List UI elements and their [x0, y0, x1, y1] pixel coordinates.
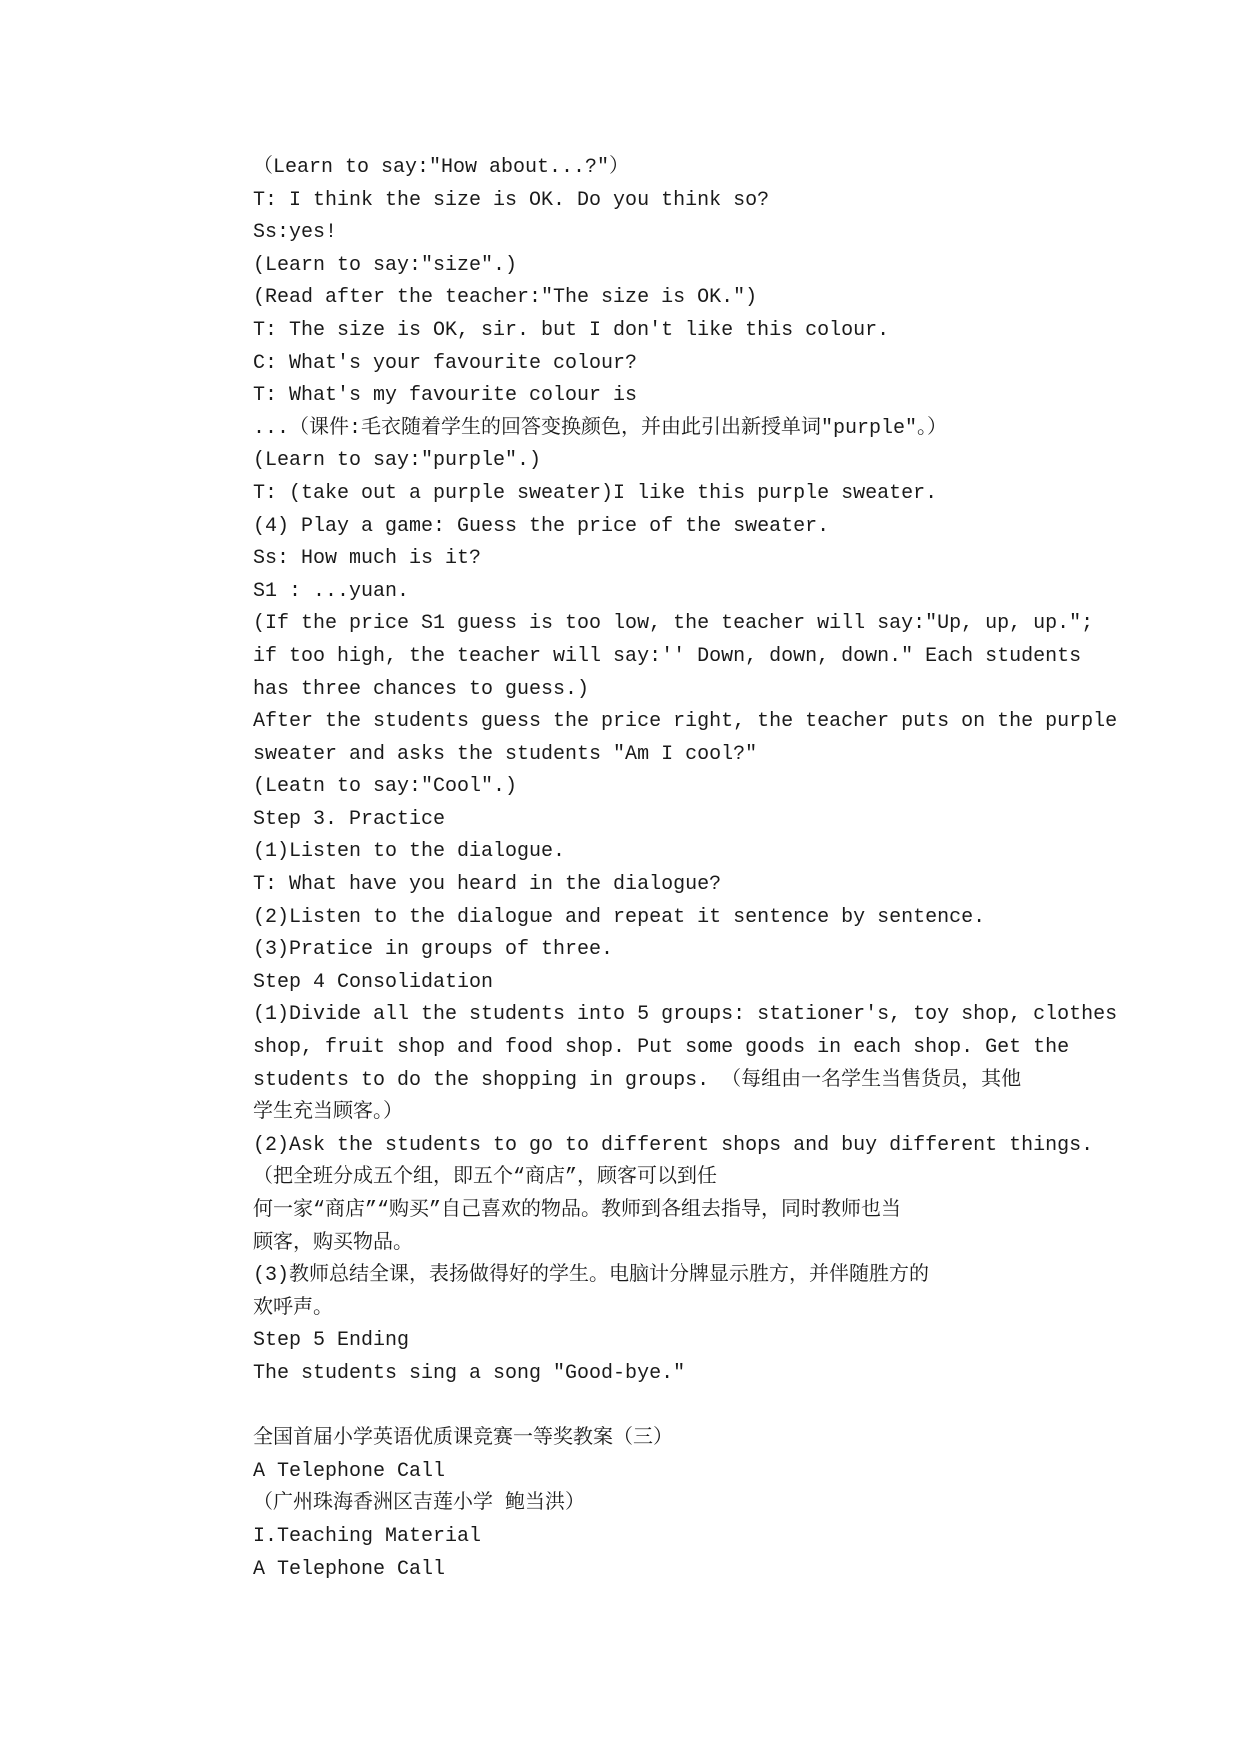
- text-line: 欢呼声。: [253, 1296, 333, 1320]
- text-line: (Learn to say:"purple".): [253, 449, 542, 473]
- author-line: （广州珠海香洲区吉莲小学 鲍当洪）: [253, 1492, 586, 1516]
- text-line: 顾客，购买物品。: [253, 1231, 413, 1255]
- text-line: C: What's your favourite colour?: [253, 351, 638, 375]
- text-line: Ss: How much is it?: [253, 547, 482, 571]
- text-line: 何一家“商店”“购买”自己喜欢的物品。教师到各组去指导，同时教师也当: [253, 1199, 902, 1222]
- text-line: Ss:yes!: [253, 221, 338, 245]
- text-line: S1 : ...yuan.: [253, 579, 410, 603]
- paragraph-gap: [253, 1391, 1005, 1424]
- text-line: (1)Listen to the dialogue.: [253, 840, 566, 864]
- text-line: (3)Pratice in groups of three.: [253, 938, 614, 962]
- text-line: (If the price S1 guess is too low, the teacher will say:"Up, up, up.";: [253, 612, 1094, 636]
- text-line: sweater and asks the students "Am I cool?": [253, 742, 758, 766]
- text-line: if too high, the teacher will say:'' Down, down, down." Each students: [253, 644, 1082, 668]
- text-line: （Learn to say:"How about...?"）: [253, 156, 630, 179]
- text-line: T: What have you heard in the dialogue?: [253, 873, 722, 897]
- text-line: Step 4 Consolidation: [253, 970, 494, 994]
- text-line: shop, fruit shop and food shop. Put some goods in each shop. Get the: [253, 1036, 1070, 1060]
- text-line: (2)Listen to the dialogue and repeat it sentence by sentence.: [253, 905, 986, 929]
- text-line: (1)Divide all the students into 5 groups: stationer's, toy shop, clothes: [253, 1003, 1118, 1027]
- text-line: A Telephone Call: [253, 1557, 446, 1581]
- text-line: (3)教师总结全课，表扬做得好的学生。电脑计分牌显示胜方，并伴随胜方的: [253, 1264, 930, 1288]
- text-line: 学生充当顾客。）: [253, 1101, 403, 1125]
- text-line: After the students guess the price right, the teacher puts on the purple: [253, 710, 1118, 734]
- text-line: T: The size is OK, sir. but I don't like this colour.: [253, 318, 890, 342]
- text-line: ...（课件:毛衣随着学生的回答变换颜色，并由此引出新授单词"purple"。）: [253, 416, 948, 440]
- text-line: （把全班分成五个组，即五个“商店”，顾客可以到任: [253, 1166, 718, 1190]
- text-line: Step 5 Ending: [253, 1329, 410, 1353]
- text-line: (Learn to say:"size".): [253, 253, 518, 277]
- text-line: T: (take out a purple sweater)I like this purple sweater.: [253, 481, 938, 505]
- document-body: [253, 152, 1118, 1586]
- text-line: T: I think the size is OK. Do you think so?: [253, 188, 770, 212]
- lesson-title: A Telephone Call: [253, 1459, 446, 1483]
- text-line: I.Teaching Material: [253, 1524, 482, 1548]
- text-line: students to do the shopping in groups. （每组由一名学生当售货员，其他: [253, 1068, 1022, 1092]
- section-title: 全国首届小学英语优质课竞赛一等奖教案（三）: [253, 1427, 673, 1451]
- text-line: T: What's my favourite colour is: [253, 384, 638, 408]
- text-line: (Leatn to say:"Cool".): [253, 775, 518, 799]
- text-line: The students sing a song "Good-bye.": [253, 1361, 686, 1385]
- text-line: (4) Play a game: Guess the price of the sweater.: [253, 514, 830, 538]
- text-line: has three chances to guess.): [253, 677, 590, 701]
- text-line: (2)Ask the students to go to different shops and buy different things.: [253, 1133, 1094, 1157]
- text-line: Step 3. Practice: [253, 807, 446, 831]
- text-line: (Read after the teacher:"The size is OK."): [253, 286, 758, 310]
